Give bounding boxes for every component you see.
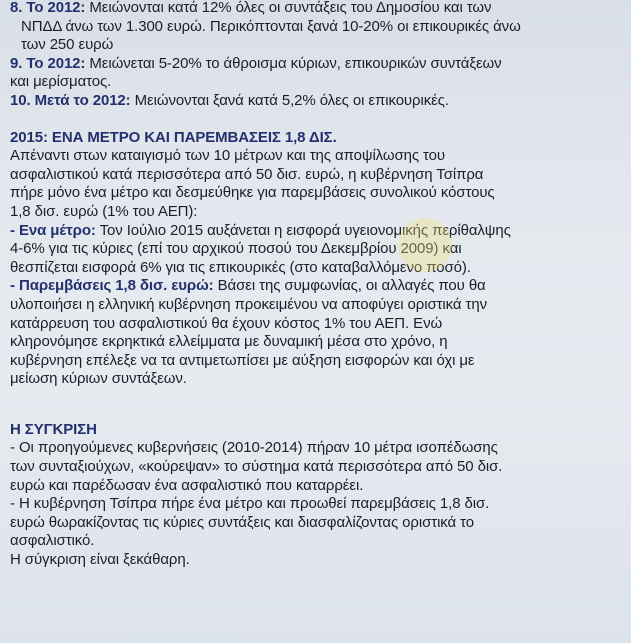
measure-line-1 [10, 222, 623, 241]
item-8-line-1 [10, 0, 623, 18]
section-2015-p1-line-2: ασφαλιστικού κατά περισσότερα από 50 δισ. ευρώ, η κυβέρνηση Τσίπρα [10, 165, 484, 183]
item-9-line-1 [10, 55, 623, 74]
item-10-label: 10. Μετά το 2012: [10, 91, 131, 109]
comparison-line-3: ευρώ και παρέδωσαν ένα ασφαλιστικό που καταρρέει. [10, 476, 364, 494]
comparison-line-2: των συνταξιούχων, «κούρεψαν» το σύστημα κατά περισσότερα από 50 δισ. [10, 458, 503, 476]
item-8-line-3: των 250 ευρώ [21, 36, 114, 54]
section-2015-p1-line-3: πήρε μόνο ένα μέτρο και δεσμεύθηκε για παρεμβάσεις συνολικού κόστους [10, 184, 495, 202]
section-2015-p1-line-4: 1,8 δισ. ευρώ (1% του ΑΕΠ): [10, 202, 198, 220]
measure-label: - Ενα μέτρο: [10, 221, 96, 239]
interventions-line-4: κληρονόμησε εκρηκτικά ελλείμματα με δυναμική μέσα στο χρόνο, η [10, 333, 448, 351]
measure-text: Τον Ιούλιο 2015 αυξάνεται η εισφορά υγειονομικής περίθαλψης [95, 221, 511, 239]
interventions-text: Βάσει της συμφωνίας, οι αλλαγές που θα [213, 277, 486, 295]
item-8-label: 8. Το 2012: [10, 0, 86, 16]
section-2015-p1-line-1: Απέναντι στων καταιγισμό των 10 μέτρων και της αποψίλωσης του [10, 147, 446, 165]
item-9-label: 9. Το 2012: [10, 54, 86, 72]
comparison-heading: Η ΣΥΓΚΡΙΣΗ [10, 420, 97, 438]
measure-line-3: θεσπίζεται εισφορά 6% για τις επικουρικές (στο καταβαλλόμενο ποσό). [10, 258, 471, 276]
comparison-line-1: - Οι προηγούμενες κυβερνήσεις (2010-2014) πήραν 10 μέτρα ισοπέδωσης [10, 439, 498, 457]
interventions-line-6: μείωση κύριων συντάξεων. [10, 370, 187, 388]
interventions-line-3: κατάρρευση του ασφαλιστικού θα έχουν κόστος 1% του ΑΕΠ. Ενώ [10, 314, 443, 332]
item-10-text: Μειώνονται ξανά κατά 5,2% όλες οι επικουρικές. [130, 91, 449, 109]
measure-line-2: 4-6% για τις κύριες (επί του αρχικού ποσού του Δεκεμβρίου 2009) και [10, 240, 462, 258]
interventions-label: - Παρεμβάσεις 1,8 δισ. ευρώ: [10, 277, 214, 295]
item-9-line-2: και μερίσματος. [10, 73, 112, 91]
section-2015-heading: 2015: ΕΝΑ ΜΕΤΡΟ ΚΑΙ ΠΑΡΕΜΒΑΣΕΙΣ 1,8 ΔΙΣ. [10, 128, 337, 146]
comparison-line-5: ευρώ θωρακίζοντας τις κύριες συντάξεις και διασφαλίζοντας οριστικά το [10, 513, 475, 531]
comparison-line-4: - Η κυβέρνηση Τσίπρα πήρε ένα μέτρο και προωθεί παρεμβάσεις 1,8 δισ. [10, 495, 490, 513]
spacer [10, 111, 623, 129]
item-8-text: Μειώνονται κατά 12% όλες οι συντάξεις του Δημοσίου και των [85, 0, 492, 16]
interventions-line-2: υλοποιήσει η ελληνική κυβέρνηση προκειμένου να αποφύγει οριστικά την [10, 295, 487, 313]
comparison-conclusion: Η σύγκριση είναι ξεκάθαρη. [10, 551, 190, 569]
interventions-line-5: κυβέρνηση επέλεξε να τα αντιμετωπίσει με αύξηση εισφορών και όχι με [10, 351, 475, 369]
interventions-line-1 [10, 277, 623, 296]
spacer [10, 389, 623, 405]
comparison-line-6: ασφαλιστικό. [10, 532, 95, 550]
item-9-text: Μειώνεται 5-20% το άθροισμα κύριων, επικουρικών συντάξεων [85, 54, 502, 72]
item-8-line-2: ΝΠΔΔ άνω των 1.300 ευρώ. Περικόπτονται ξανά 10-20% οι επικουρικές άνω [21, 17, 521, 35]
item-10-line-1 [10, 92, 623, 111]
spacer [10, 405, 623, 421]
